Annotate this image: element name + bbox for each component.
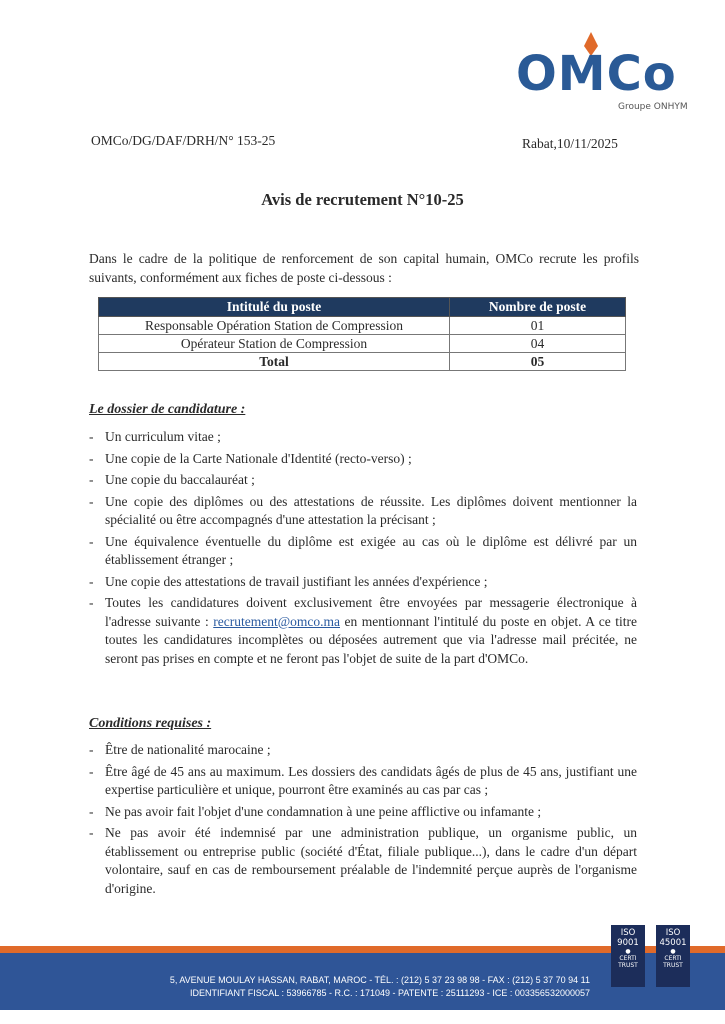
list-item: - Une copie du baccalauréat ; [89,472,255,487]
list-item: - Être âgé de 45 ans au maximum. Les dossiers des candidats âgés de plus de 45 ans, justifiant une expertise particulière et unique, pourront être examinés au cas par cas ; [89,763,637,797]
conditions-heading: Conditions requises : [89,716,212,731]
dossier-heading: Le dossier de candidature : [89,402,246,417]
table-header-row [99,298,626,317]
conditions-list [89,741,637,901]
list-item: - Une équivalence éventuelle du diplôme est exigée au cas où le diplôme est délivré par un établissement étranger ; [89,533,637,567]
total-label: Total [99,353,450,371]
dossier-list [89,428,637,671]
table-row [99,335,626,353]
footer-fiscal-info: IDENTIFIANT FISCAL : 53966785 - R.C. : 171049 - PATENTE : 25111293 - ICE : 003356532000057 [189,988,590,998]
list-item: - Ne pas avoir été indemnisé par une administration publique, un organisme public, un établissement ou entreprise public (société d'État, filiale publique...), dans le cadre d'un départ volontaire, sauf en cas de remboursement préalable de l'indemnité perçue auprès de l'organisme d'origine. [89,825,637,896]
logo-subtitle: Groupe ONHYM [618,102,688,112]
job-title-cell: Opérateur Station de Compression [99,335,450,353]
positions-table [98,297,626,371]
list-item: - Être de nationalité marocaine ; [89,742,271,757]
header-count: Nombre de poste [450,298,626,317]
logo-text: OMCo [516,46,677,102]
footer-address: 5, AVENUE MOULAY HASSAN, RABAT, MAROC - TÉL. : (212) 5 37 23 98 98 - FAX : (212) 5 37 70 94 11 [169,975,590,985]
list-item: - Une copie des attestations de travail justifiant les années d'expérience ; [89,573,488,589]
list-item: - Ne pas avoir fait l'objet d'une condamnation à une peine afflictive ou infamante ; [89,803,542,819]
document-reference: OMCo/DG/DAF/DRH/N° 153-25 [91,133,276,148]
list-item: - Toutes les candidatures doivent exclusivement être envoyées par messagerie électronique à l'adresse suivante : recrutement@omco.ma en mentionnant l'intitulé du poste en objet. A ce titre toutes les candidatures incomplètes ou déposées autrement que via l'adresse mail précitée, ne seront pas prises en compte et ne feront pas l'objet de suite de la part d'OMCo. [89,595,637,666]
globe-icon: ● [625,948,631,955]
email-link[interactable]: recrutement@omco.ma [213,613,340,629]
header-job-title: Intitulé du poste [99,298,450,317]
omco-logo [516,32,691,112]
table-row [99,317,626,335]
intro-paragraph: Dans le cadre de la politique de renforcement de son capital humain, OMCo recrute les profils suivants, conformément aux fiches de poste ci-dessous : [89,251,639,285]
total-value: 05 [450,353,626,371]
iso-9001-badge: ISO 9001 ● CERTI TRUST [611,925,645,987]
page-title: Avis de recrutement N°10-25 [261,190,464,209]
list-item: - Une copie de la Carte Nationale d'Identité (recto-verso) ; [89,450,412,466]
iso-45001-badge: ISO 45001 ● CERTI TRUST [656,925,690,987]
document-date: Rabat,10/11/2025 [522,136,618,151]
table-total-row [99,353,626,371]
count-cell: 04 [450,335,626,353]
job-title-cell: Responsable Opération Station de Compression [99,317,450,335]
list-item: - Une copie des diplômes ou des attestations de réussite. Les diplômes doivent mentionner la spécialité ou être accompagnés d'une attestation la précisant ; [89,493,637,527]
count-cell: 01 [450,317,626,335]
list-item: - Un curriculum vitae ; [89,429,221,444]
globe-icon: ● [670,948,676,955]
